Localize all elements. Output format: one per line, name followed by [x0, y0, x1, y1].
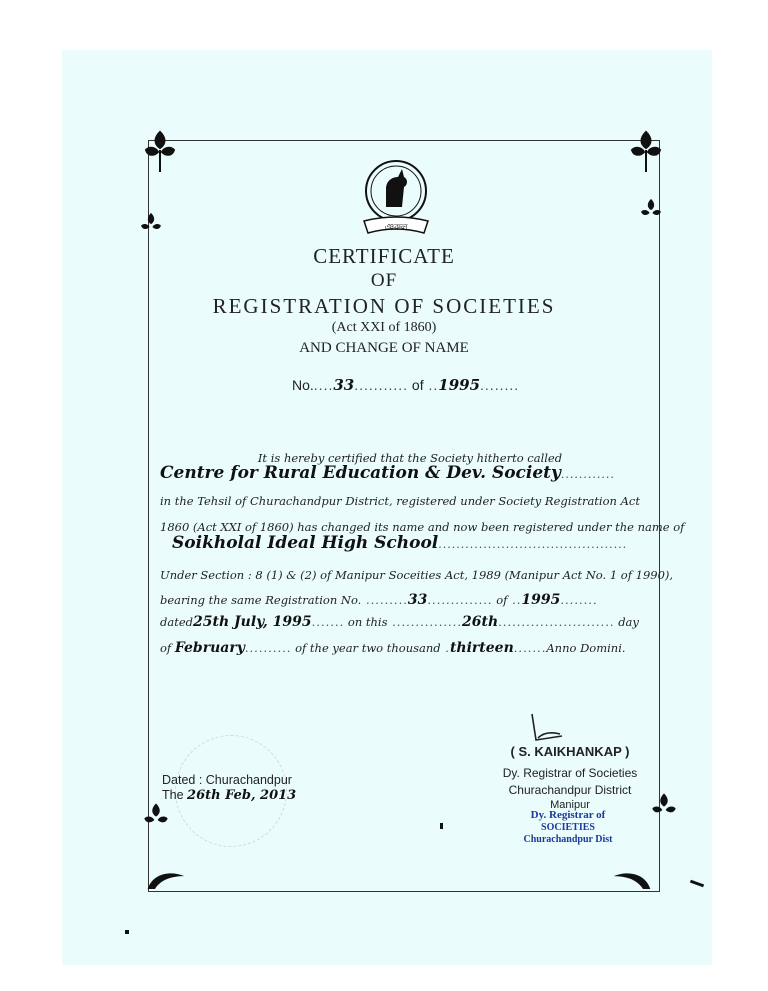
tehsil-text: in the Tehsil of Churachandpur District, registered under Society Registration Act — [160, 494, 640, 508]
stamp-line-1: Dy. Registrar of — [530, 809, 606, 821]
corner-ornament-top-right — [622, 128, 670, 176]
speck — [125, 930, 129, 934]
emblem-caption: ঞরুল — [384, 222, 408, 232]
dated-text: dated25th July, 1995....... on this ...............26th......................... day — [160, 614, 639, 630]
stamp-line-3: Churachandpur Dist — [523, 834, 613, 845]
corner-ornament-left-upper — [134, 210, 168, 244]
stamp-line-2: SOCIETIES — [541, 822, 595, 833]
corner-ornament-right-lower — [644, 790, 684, 830]
certificate-title: CERTIFICATE — [313, 244, 455, 268]
signatory-district: Churachandpur District — [508, 783, 632, 797]
title-registration: REGISTRATION OF SOCIETIES — [212, 294, 556, 318]
signatory-name: ( S. KAIKHANKAP ) — [510, 744, 630, 759]
signature — [526, 712, 566, 746]
registration-number: No.....33........... of ..1995........ — [292, 376, 520, 394]
title-of: OF — [370, 270, 398, 291]
intro-text: It is hereby certified that the Society hitherto called — [257, 451, 563, 465]
bearing-text: bearing the same Registration No. .........33.............. of ..1995........ — [160, 592, 598, 608]
title-act: (Act XXI of 1860) — [331, 320, 437, 335]
corner-ornament-bottom-left — [144, 862, 188, 894]
old-society-name: Centre for Rural Education & Dev. Society............ — [160, 463, 615, 483]
act-text: 1860 (Act XXI of 1860) has changed its name and now been registered under the name of — [160, 520, 685, 534]
section-text: Under Section : 8 (1) & (2) of Manipur Soceities Act, 1989 (Manipur Act No. 1 of 1990), — [160, 568, 674, 582]
dated-date: The 26th Feb, 2013 — [162, 788, 297, 803]
speck — [440, 823, 443, 829]
corner-ornament-left-lower — [136, 800, 176, 840]
corner-ornament-bottom-right — [610, 862, 654, 894]
signatory-state: Manipur — [550, 799, 590, 811]
month-year-text: of February.......... of the year two thousand .thirteen.......Anno Domini. — [160, 640, 626, 656]
dated-place: Dated : Churachandpur — [162, 773, 292, 787]
signatory-title: Dy. Registrar of Societies — [502, 766, 638, 780]
title-change-of-name: AND CHANGE OF NAME — [299, 340, 469, 356]
corner-ornament-right-upper — [634, 196, 668, 230]
new-society-name: Soikholal Ideal High School.......................................... — [172, 533, 628, 553]
corner-ornament-top-left — [136, 128, 184, 176]
